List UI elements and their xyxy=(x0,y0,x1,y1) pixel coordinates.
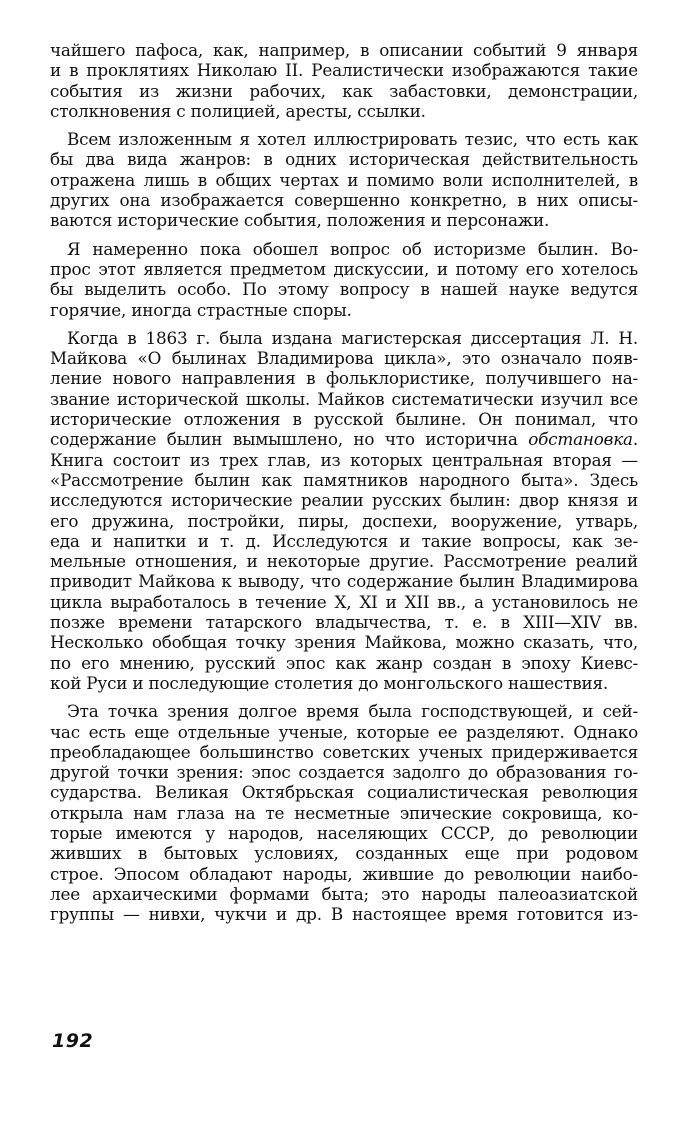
text-line: столкновения с полицией, аресты, ссылки. xyxy=(50,100,426,121)
text-line: его дружина, постройки, пиры, доспехи, вооружение, утварь, xyxy=(50,510,638,531)
text-line: торые имеются у народов, населяющих СССР, до революции xyxy=(50,822,638,843)
text-line: цикла выработалось в течение X, XI и XII вв., а установилось не xyxy=(50,591,638,612)
text-line: лее архаическими формами быта; это народы палеоазиатской xyxy=(50,883,638,904)
text-line: группы — нивхи, чукчи и др. В настоящее время готовится из- xyxy=(50,904,638,925)
page-number: 192 xyxy=(52,1030,94,1052)
text-line: ваются исторические события, положения и персонажи. xyxy=(50,210,550,231)
text-line: горячие, иногда страстные споры. xyxy=(50,299,352,320)
text-line: ление нового направления в фольклористике, получившего на- xyxy=(50,368,638,389)
paragraph-4 xyxy=(50,328,638,693)
text-line: другой точки зрения: эпос создается задолго до образования го- xyxy=(50,762,638,783)
text-line: бы два вида жанров: в одних историческая действительность xyxy=(50,149,638,170)
paragraph-2 xyxy=(50,129,638,230)
text-line: содержание былин вымышлено, но что исторична обстановка. xyxy=(50,429,638,450)
text-line: прос этот является предметом дискуссии, и потому его хотелось xyxy=(50,258,638,279)
text-line: Всем изложенным я хотел иллюстрировать тезис, что есть как xyxy=(67,129,638,150)
text-line: Я намеренно пока обошел вопрос об историзме былин. Во- xyxy=(67,238,638,259)
text-line: еда и напитки и т. д. Исследуются и такие вопросы, как зе- xyxy=(50,530,638,551)
text-line: исследуются исторические реалии русских былин: двор князя и xyxy=(50,490,638,511)
text-line: преобладающее большинство советских ученых придерживается xyxy=(50,741,638,762)
paragraph-1 xyxy=(50,40,638,121)
text-line: бы выделить особо. По этому вопросу в нашей науке ведутся xyxy=(50,279,638,300)
paragraph-5 xyxy=(50,701,638,924)
text-line: мельные отношения, и некоторые другие. Рассмотрение реалий xyxy=(50,551,638,572)
text-line: и в проклятиях Николаю II. Реалистически изображаются такие xyxy=(50,60,638,81)
text-line: кой Руси и последующие столетия до монгольского нашествия. xyxy=(50,672,609,693)
text-line: Эта точка зрения долгое время была господствующей, и сей- xyxy=(67,701,638,722)
text-line: Несколько обобщая точку зрения Майкова, можно сказать, что, xyxy=(50,632,638,653)
text-line: «Рассмотрение былин как памятников народного быта». Здесь xyxy=(50,469,638,490)
text-line: живших в бытовых условиях, созданных еще при родовом xyxy=(50,843,638,864)
text-line: приводит Майкова к выводу, что содержание былин Владимирова xyxy=(50,571,638,592)
paragraph-3 xyxy=(50,239,638,320)
text-line: события из жизни рабочих, как забастовки, демонстрации, xyxy=(50,80,638,101)
text-line: час есть еще отдельные ученые, которые ее разделяют. Однако xyxy=(50,721,638,742)
text-body xyxy=(50,40,638,932)
text-line: открыла нам глаза на те несметные эпические сокровища, ко- xyxy=(50,802,638,823)
text-line: позже времени татарского владычества, т. е. в XIII—XIV вв. xyxy=(50,612,638,633)
text-line: исторические отложения в русской былине. Он понимал, что xyxy=(50,409,638,430)
text-line: других она изображается совершенно конкретно, в них описы- xyxy=(50,190,638,211)
text-line: Майкова «О былинах Владимирова цикла», это означало появ- xyxy=(50,348,638,369)
text-line: по его мнению, русский эпос как жанр создан в эпоху Киевс- xyxy=(50,652,638,673)
text-line: строе. Эпосом обладают народы, жившие до революции наибо- xyxy=(50,863,638,884)
text-line: отражена лишь в общих чертах и помимо воли исполнителей, в xyxy=(50,169,638,190)
text-line: чайшего пафоса, как, например, в описании событий 9 января xyxy=(50,40,638,60)
emphasized-word: обстановка xyxy=(528,429,633,450)
text-line: Когда в 1863 г. была издана магистерская диссертация Л. Н. xyxy=(67,327,638,348)
text-line: сударства. Великая Октябрьская социалистическая революция xyxy=(50,782,638,803)
text-line: звание исторической школы. Майков систематически изучил все xyxy=(50,388,638,409)
text-line: Книга состоит из трех глав, из которых центральная вторая — xyxy=(50,449,638,470)
